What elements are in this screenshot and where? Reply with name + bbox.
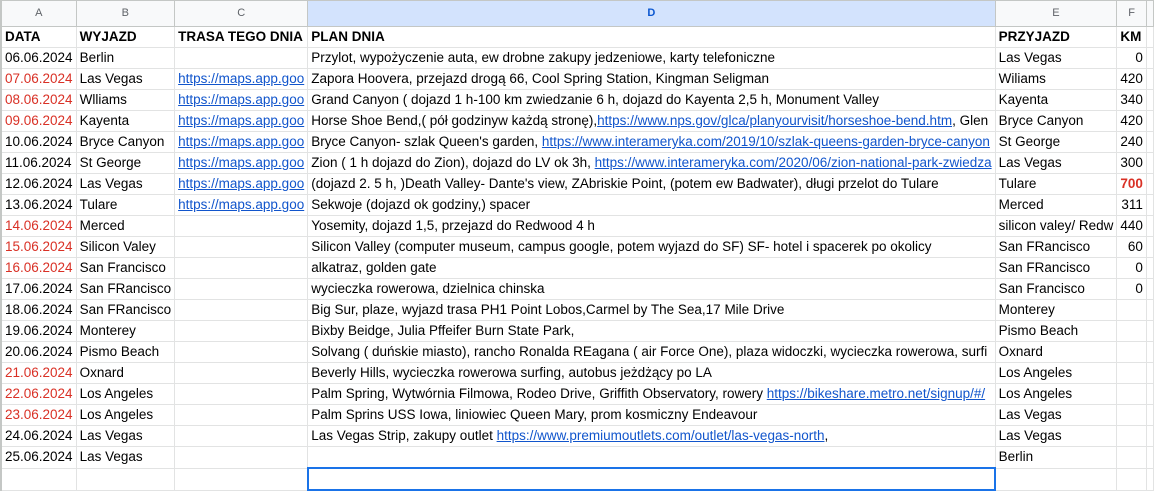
- route-cell[interactable]: [175, 216, 308, 237]
- table-row: [1, 363, 1154, 384]
- empty-cell[interactable]: [1146, 111, 1153, 132]
- date-cell[interactable]: 20.06.2024: [2, 342, 77, 363]
- departure-cell[interactable]: San FRancisco: [76, 300, 175, 321]
- date-cell[interactable]: 14.06.2024: [2, 216, 77, 237]
- plan-cell[interactable]: [308, 258, 995, 279]
- plan-cell[interactable]: [308, 237, 995, 258]
- plan-text: Sekwoje (dojazd ok godziny,) spacer: [311, 197, 531, 212]
- route-link[interactable]: https://maps.app.goo: [178, 92, 305, 107]
- plan-text: (dojazd 2. 5 h, )Death Valley- Dante's view, ZAbriskie Point, (potem ew Badwater), długi przelot do Tulare: [311, 176, 939, 191]
- table-row: [1, 90, 1154, 111]
- route-cell[interactable]: [175, 90, 308, 111]
- plan-link[interactable]: https://bikeshare.metro.net/signup/#/: [766, 386, 986, 401]
- plan-cell[interactable]: [308, 174, 995, 195]
- empty-cell[interactable]: [2, 468, 77, 490]
- route-cell[interactable]: [175, 405, 308, 426]
- table-row: [1, 279, 1154, 300]
- plan-text: Palm Spring, Wytwórnia Filmowa, Rodeo Drive, Griffith Observatory, rowery: [311, 386, 767, 401]
- column-header-g[interactable]: [1146, 1, 1153, 27]
- arrival-cell[interactable]: San FRancisco: [995, 258, 1117, 279]
- date-cell[interactable]: 06.06.2024: [2, 48, 77, 69]
- table-row: [1, 321, 1154, 342]
- arrival-cell[interactable]: Tulare: [995, 174, 1117, 195]
- empty-cell[interactable]: [1146, 300, 1153, 321]
- table-row: [1, 195, 1154, 216]
- arrival-cell[interactable]: San FRancisco: [995, 237, 1117, 258]
- date-cell[interactable]: 16.06.2024: [2, 258, 77, 279]
- route-link[interactable]: https://maps.app.goo: [178, 113, 305, 128]
- route-cell[interactable]: [175, 174, 308, 195]
- empty-cell[interactable]: [175, 468, 308, 490]
- empty-cell[interactable]: [1146, 363, 1153, 384]
- table-row: [1, 153, 1154, 174]
- date-cell[interactable]: 07.06.2024: [2, 69, 77, 90]
- empty-cell[interactable]: [1146, 426, 1153, 447]
- table-row: [1, 468, 1154, 490]
- plan-cell[interactable]: [308, 405, 995, 426]
- column-header-a[interactable]: A: [2, 1, 77, 27]
- km-cell[interactable]: 0: [1117, 258, 1147, 279]
- arrival-cell[interactable]: Los Angeles: [995, 363, 1117, 384]
- date-cell[interactable]: 13.06.2024: [2, 195, 77, 216]
- arrival-cell[interactable]: Las Vegas: [995, 405, 1117, 426]
- km-cell[interactable]: [1117, 363, 1147, 384]
- plan-text: Horse Shoe Bend,( pół godzinyw każdą stronę),: [311, 113, 598, 128]
- empty-cell[interactable]: [1146, 216, 1153, 237]
- km-cell[interactable]: 0: [1117, 279, 1147, 300]
- km-cell[interactable]: 420: [1117, 69, 1147, 90]
- route-link[interactable]: https://maps.app.goo: [178, 134, 305, 149]
- route-cell[interactable]: [175, 384, 308, 405]
- arrival-cell[interactable]: Merced: [995, 195, 1117, 216]
- plan-link[interactable]: https://www.interameryka.com/2019/10/szlak-queens-garden-bryce-canyon: [541, 134, 990, 149]
- km-cell[interactable]: 311: [1117, 195, 1147, 216]
- km-cell[interactable]: [1117, 300, 1147, 321]
- departure-cell[interactable]: Las Vegas: [76, 174, 175, 195]
- empty-cell[interactable]: [1146, 405, 1153, 426]
- km-cell[interactable]: 340: [1117, 90, 1147, 111]
- date-cell[interactable]: 08.06.2024: [2, 90, 77, 111]
- plan-cell[interactable]: [308, 300, 995, 321]
- arrival-cell[interactable]: Las Vegas: [995, 153, 1117, 174]
- plan-link[interactable]: https://www.premiumoutlets.com/outlet/las-vegas-north: [496, 428, 825, 443]
- departure-cell[interactable]: Las Vegas: [76, 426, 175, 447]
- route-cell[interactable]: [175, 132, 308, 153]
- table-row: [1, 405, 1154, 426]
- plan-text: Zion ( 1 h dojazd do Zion), dojazd do LV ok 3h,: [311, 155, 595, 170]
- plan-text: Palm Sprins USS Iowa, liniowiec Queen Mary, prom kosmiczny Endeavour: [311, 407, 758, 422]
- departure-cell[interactable]: Los Angeles: [76, 405, 175, 426]
- route-cell[interactable]: [175, 279, 308, 300]
- empty-cell[interactable]: [1146, 174, 1153, 195]
- route-link[interactable]: https://maps.app.goo: [178, 155, 305, 170]
- plan-text: Solvang ( duńskie miasto), rancho Ronalda REagana ( air Force One), plaza widoczki, wycieczka rowerowa, surfi: [311, 344, 988, 359]
- date-cell[interactable]: 19.06.2024: [2, 321, 77, 342]
- plan-text: wycieczka rowerowa, dzielnica chinska: [311, 281, 545, 296]
- km-cell[interactable]: [1117, 426, 1147, 447]
- date-cell[interactable]: 11.06.2024: [2, 153, 77, 174]
- arrival-cell[interactable]: Bryce Canyon: [995, 111, 1117, 132]
- empty-cell[interactable]: [1146, 90, 1153, 111]
- plan-text-suffix: ,: [824, 428, 829, 443]
- km-cell[interactable]: [1117, 342, 1147, 363]
- departure-cell[interactable]: San Francisco: [76, 258, 175, 279]
- arrival-cell[interactable]: San Francisco: [995, 279, 1117, 300]
- departure-cell[interactable]: Tulare: [76, 195, 175, 216]
- route-cell[interactable]: [175, 321, 308, 342]
- plan-cell[interactable]: [308, 195, 995, 216]
- header-cell-trasa[interactable]: TRASA TEGO DNIA: [175, 27, 308, 48]
- date-cell[interactable]: 15.06.2024: [2, 237, 77, 258]
- route-cell[interactable]: [175, 195, 308, 216]
- plan-cell[interactable]: [308, 342, 995, 363]
- plan-text: Bryce Canyon- szlak Queen's garden,: [311, 134, 542, 149]
- plan-text: Silicon Valley (computer museum, campus google, potem wyjazd do SF) SF- hotel i spacerek po okolicy: [311, 239, 932, 254]
- km-cell[interactable]: [1117, 384, 1147, 405]
- route-link[interactable]: https://maps.app.goo: [178, 71, 305, 86]
- date-cell[interactable]: 22.06.2024: [2, 384, 77, 405]
- route-cell[interactable]: [175, 342, 308, 363]
- route-cell[interactable]: [175, 300, 308, 321]
- route-cell[interactable]: [175, 258, 308, 279]
- plan-text: Bixby Beidge, Julia Pffeifer Burn State Park,: [311, 323, 575, 338]
- empty-cell[interactable]: [1146, 384, 1153, 405]
- plan-text: Przylot, wypożyczenie auta, ew drobne zakupy jedzeniowe, karty telefoniczne: [311, 50, 775, 65]
- plan-text: Beverly Hills, wycieczka rowerowa surfing, autobus jeżdżący po LA: [311, 365, 712, 380]
- plan-text: Yosemity, dojazd 1,5, przejazd do Redwood 4 h: [311, 218, 595, 233]
- arrival-cell[interactable]: silicon valey/ Redw: [995, 216, 1117, 237]
- route-cell[interactable]: [175, 426, 308, 447]
- route-cell[interactable]: [175, 363, 308, 384]
- plan-text: Las Vegas Strip, zakupy outlet: [311, 428, 497, 443]
- table-row: [1, 48, 1154, 69]
- date-cell[interactable]: 09.06.2024: [2, 111, 77, 132]
- table-row: [1, 111, 1154, 132]
- selected-cell[interactable]: [308, 468, 995, 490]
- empty-cell[interactable]: [1146, 195, 1153, 216]
- header-cell-data[interactable]: DATA: [2, 27, 77, 48]
- table-row: [1, 300, 1154, 321]
- date-cell[interactable]: 23.06.2024: [2, 405, 77, 426]
- date-cell[interactable]: 21.06.2024: [2, 363, 77, 384]
- table-row: [1, 384, 1154, 405]
- route-cell[interactable]: [175, 447, 308, 469]
- plan-text: Grand Canyon ( dojazd 1 h-100 km zwiedzanie 6 h, dojazd do Kayenta 2,5 h, Monument Valley: [311, 92, 880, 107]
- empty-cell[interactable]: [1146, 258, 1153, 279]
- plan-text-suffix: , Glen: [952, 113, 989, 128]
- departure-cell[interactable]: Los Angeles: [76, 384, 175, 405]
- plan-cell[interactable]: [308, 321, 995, 342]
- empty-cell[interactable]: [1146, 27, 1153, 48]
- empty-cell[interactable]: [1146, 48, 1153, 69]
- date-cell[interactable]: 17.06.2024: [2, 279, 77, 300]
- departure-cell[interactable]: Wlliams: [76, 90, 175, 111]
- departure-cell[interactable]: St George: [76, 153, 175, 174]
- empty-cell[interactable]: [995, 468, 1117, 490]
- km-cell[interactable]: [1117, 447, 1147, 469]
- km-cell[interactable]: 440: [1117, 216, 1147, 237]
- km-cell[interactable]: [1117, 405, 1147, 426]
- date-cell[interactable]: 24.06.2024: [2, 426, 77, 447]
- arrival-cell[interactable]: Berlin: [995, 447, 1117, 469]
- plan-link[interactable]: https://www.nps.gov/glca/planyourvisit/horseshoe-bend.htm: [597, 113, 953, 128]
- table-row: [1, 426, 1154, 447]
- departure-cell[interactable]: Las Vegas: [76, 69, 175, 90]
- empty-cell[interactable]: [76, 468, 175, 490]
- plan-cell[interactable]: [308, 216, 995, 237]
- km-cell[interactable]: 700: [1117, 174, 1147, 195]
- arrival-cell[interactable]: Kayenta: [995, 90, 1117, 111]
- route-cell[interactable]: [175, 69, 308, 90]
- route-cell[interactable]: [175, 153, 308, 174]
- route-link[interactable]: https://maps.app.goo: [178, 176, 305, 191]
- plan-cell[interactable]: [308, 363, 995, 384]
- empty-cell[interactable]: [1146, 132, 1153, 153]
- table-row: [1, 258, 1154, 279]
- route-link[interactable]: https://maps.app.goo: [178, 197, 305, 212]
- km-cell[interactable]: 240: [1117, 132, 1147, 153]
- plan-cell[interactable]: [308, 279, 995, 300]
- header-cell-wyjazd[interactable]: WYJAZD: [76, 27, 175, 48]
- table-row: [1, 69, 1154, 90]
- column-header-c[interactable]: C: [175, 1, 308, 27]
- departure-cell[interactable]: Las Vegas: [76, 447, 175, 469]
- arrival-cell[interactable]: Pismo Beach: [995, 321, 1117, 342]
- column-header-e[interactable]: E: [995, 1, 1117, 27]
- arrival-cell[interactable]: Wiliams: [995, 69, 1117, 90]
- column-header-b[interactable]: B: [76, 1, 175, 27]
- route-cell[interactable]: [175, 48, 308, 69]
- departure-cell[interactable]: Kayenta: [76, 111, 175, 132]
- header-cell-przyjazd[interactable]: PRZYJAZD: [995, 27, 1117, 48]
- plan-text: alkatraz, golden gate: [311, 260, 437, 275]
- column-header-d[interactable]: D: [308, 1, 995, 27]
- plan-cell[interactable]: [308, 90, 995, 111]
- column-header-row: [1, 1, 1154, 27]
- arrival-cell[interactable]: Las Vegas: [995, 48, 1117, 69]
- km-cell[interactable]: 420: [1117, 111, 1147, 132]
- date-cell[interactable]: 25.06.2024: [2, 447, 77, 469]
- empty-cell[interactable]: [1146, 447, 1153, 469]
- km-cell[interactable]: 300: [1117, 153, 1147, 174]
- plan-cell[interactable]: [308, 384, 995, 405]
- table-row: [1, 132, 1154, 153]
- departure-cell[interactable]: San FRancisco: [76, 279, 175, 300]
- table-row: [1, 447, 1154, 469]
- km-cell[interactable]: [1117, 321, 1147, 342]
- date-cell[interactable]: 18.06.2024: [2, 300, 77, 321]
- departure-cell[interactable]: Oxnard: [76, 363, 175, 384]
- arrival-cell[interactable]: Oxnard: [995, 342, 1117, 363]
- departure-cell[interactable]: Merced: [76, 216, 175, 237]
- empty-cell[interactable]: [1146, 342, 1153, 363]
- departure-cell[interactable]: Bryce Canyon: [76, 132, 175, 153]
- departure-cell[interactable]: Pismo Beach: [76, 342, 175, 363]
- arrival-cell[interactable]: Monterey: [995, 300, 1117, 321]
- departure-cell[interactable]: Berlin: [76, 48, 175, 69]
- header-row: [1, 27, 1154, 48]
- empty-cell[interactable]: [1146, 69, 1153, 90]
- table-row: [1, 174, 1154, 195]
- plan-text: Big Sur, plaze, wyjazd trasa PH1 Point Lobos,Carmel by The Sea,17 Mile Drive: [311, 302, 785, 317]
- empty-cell[interactable]: [1146, 153, 1153, 174]
- plan-cell[interactable]: [308, 69, 995, 90]
- departure-cell[interactable]: Silicon Valey: [76, 237, 175, 258]
- arrival-cell[interactable]: Las Vegas: [995, 426, 1117, 447]
- table-row: [1, 216, 1154, 237]
- km-cell[interactable]: 0: [1117, 48, 1147, 69]
- route-cell[interactable]: [175, 237, 308, 258]
- route-cell[interactable]: [175, 111, 308, 132]
- column-header-f[interactable]: F: [1117, 1, 1147, 27]
- empty-cell[interactable]: [1146, 468, 1153, 490]
- plan-cell[interactable]: [308, 48, 995, 69]
- arrival-cell[interactable]: Los Angeles: [995, 384, 1117, 405]
- km-cell[interactable]: 60: [1117, 237, 1147, 258]
- plan-cell[interactable]: [308, 132, 995, 153]
- plan-link[interactable]: https://www.interameryka.com/2020/06/zion-national-park-zwiedza: [594, 155, 992, 170]
- plan-cell[interactable]: [308, 111, 995, 132]
- arrival-cell[interactable]: St George: [995, 132, 1117, 153]
- date-cell[interactable]: 10.06.2024: [2, 132, 77, 153]
- empty-cell[interactable]: [1146, 321, 1153, 342]
- header-cell-km[interactable]: KM: [1117, 27, 1147, 48]
- header-cell-plan[interactable]: PLAN DNIA: [308, 27, 995, 48]
- table-row: [1, 342, 1154, 363]
- table-row: [1, 237, 1154, 258]
- plan-cell[interactable]: [308, 153, 995, 174]
- empty-cell[interactable]: [1146, 279, 1153, 300]
- empty-cell[interactable]: [1146, 237, 1153, 258]
- plan-text: Zapora Hoovera, przejazd drogą 66, Cool Spring Station, Kingman Seligman: [311, 71, 769, 86]
- plan-cell[interactable]: [308, 426, 995, 447]
- plan-cell[interactable]: [308, 447, 995, 469]
- empty-cell[interactable]: [1117, 468, 1147, 490]
- date-cell[interactable]: 12.06.2024: [2, 174, 77, 195]
- departure-cell[interactable]: Monterey: [76, 321, 175, 342]
